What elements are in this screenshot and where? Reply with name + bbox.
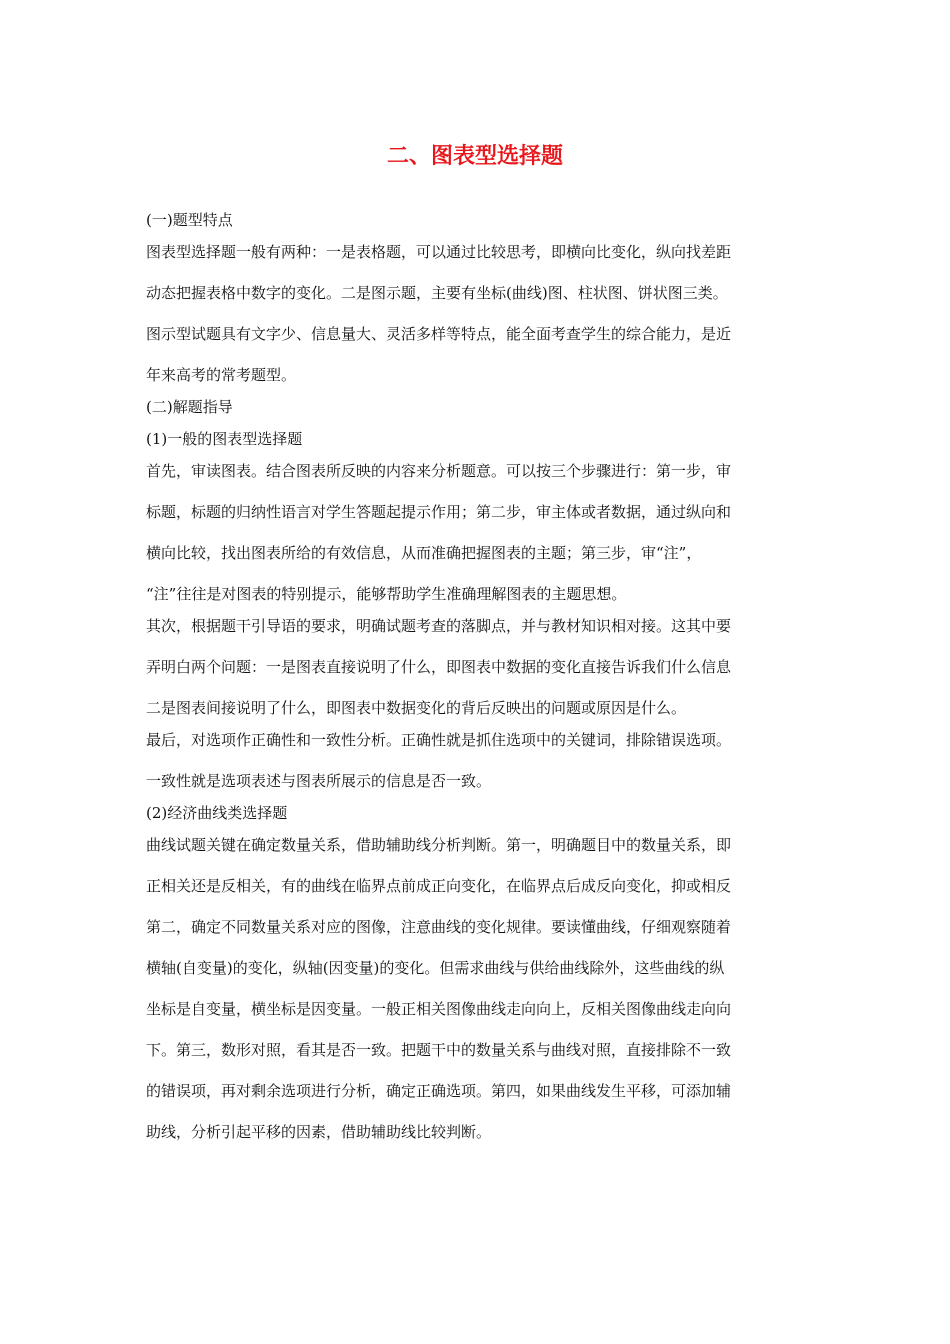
paragraph-line: 助线，分析引起平移的因素，借助辅助线比较判断。 (146, 1123, 492, 1141)
paragraph-line: 图示型试题具有文字少、信息量大、灵活多样等特点，能全面考查学生的综合能力，是近 (146, 325, 732, 343)
subsection-heading-general: (1)一般的图表型选择题 (146, 430, 303, 448)
paragraph-line: 弄明白两个问题：一是图表直接说明了什么，即图表中数据的变化直接告诉我们什么信息 (146, 658, 732, 676)
paragraph-line: 曲线试题关键在确定数量关系，借助辅助线分析判断。第一，明确题目中的数量关系，即 (146, 836, 732, 854)
page-title: 二、图表型选择题 (386, 144, 563, 169)
paragraph-line: “注”往往是对图表的特别提示，能够帮助学生准确理解图表的主题思想。 (146, 585, 627, 603)
paragraph-line: 正相关还是反相关，有的曲线在临界点前成正向变化，在临界点后成反向变化，抑或相反 (146, 877, 732, 895)
paragraph-line: 坐标是自变量，横坐标是因变量。一般正相关图像曲线走向向上，反相关图像曲线走向向 (146, 1000, 732, 1018)
paragraph-line: 最后，对选项作正确性和一致性分析。正确性就是抓住选项中的关键词，排除错误选项。 (146, 731, 732, 749)
paragraph-line: 其次，根据题干引导语的要求，明确试题考查的落脚点，并与教材知识相对接。这其中要 (146, 617, 732, 635)
document-body (146, 206, 811, 1159)
section-heading-features: (一)题型特点 (146, 211, 233, 229)
paragraph-line: 年来高考的常考题型。 (146, 366, 297, 384)
paragraph-line: 横轴(自变量)的变化，纵轴(因变量)的变化。但需求曲线与供给曲线除外，这些曲线的纵 (146, 959, 725, 977)
paragraph-line: 首先，审读图表。结合图表所反映的内容来分析题意。可以按三个步骤进行：第一步，审 (146, 462, 732, 480)
paragraph-line: 下。第三，数形对照，看其是否一致。把题干中的数量关系与曲线对照，直接排除不一致 (146, 1041, 732, 1059)
paragraph-line: 图表型选择题一般有两种：一是表格题，可以通过比较思考，即横向比变化，纵向找差距 (146, 243, 732, 261)
paragraph-line: 第二，确定不同数量关系对应的图像，注意曲线的变化规律。要读懂曲线，仔细观察随着 (146, 918, 732, 936)
paragraph-line: 二是图表间接说明了什么，即图表中数据变化的背后反映出的问题或原因是什么。 (146, 699, 687, 717)
paragraph-line: 标题，标题的归纳性语言对学生答题起提示作用；第二步，审主体或者数据，通过纵向和 (146, 503, 732, 521)
section-heading-guidance: (二)解题指导 (146, 398, 233, 416)
paragraph-line: 一致性就是选项表述与图表所展示的信息是否一致。 (146, 772, 492, 790)
paragraph-line: 动态把握表格中数字的变化。二是图示题，主要有坐标(曲线)图、柱状图、饼状图三类。 (146, 284, 728, 302)
subsection-heading-economic-curves: (2)经济曲线类选择题 (146, 804, 288, 822)
paragraph-line: 横向比较，找出图表所给的有效信息，从而准确把握图表的主题；第三步，审“注”， (146, 544, 702, 562)
paragraph-line: 的错误项，再对剩余选项进行分析，确定正确选项。第四，如果曲线发生平移，可添加辅 (146, 1082, 732, 1100)
